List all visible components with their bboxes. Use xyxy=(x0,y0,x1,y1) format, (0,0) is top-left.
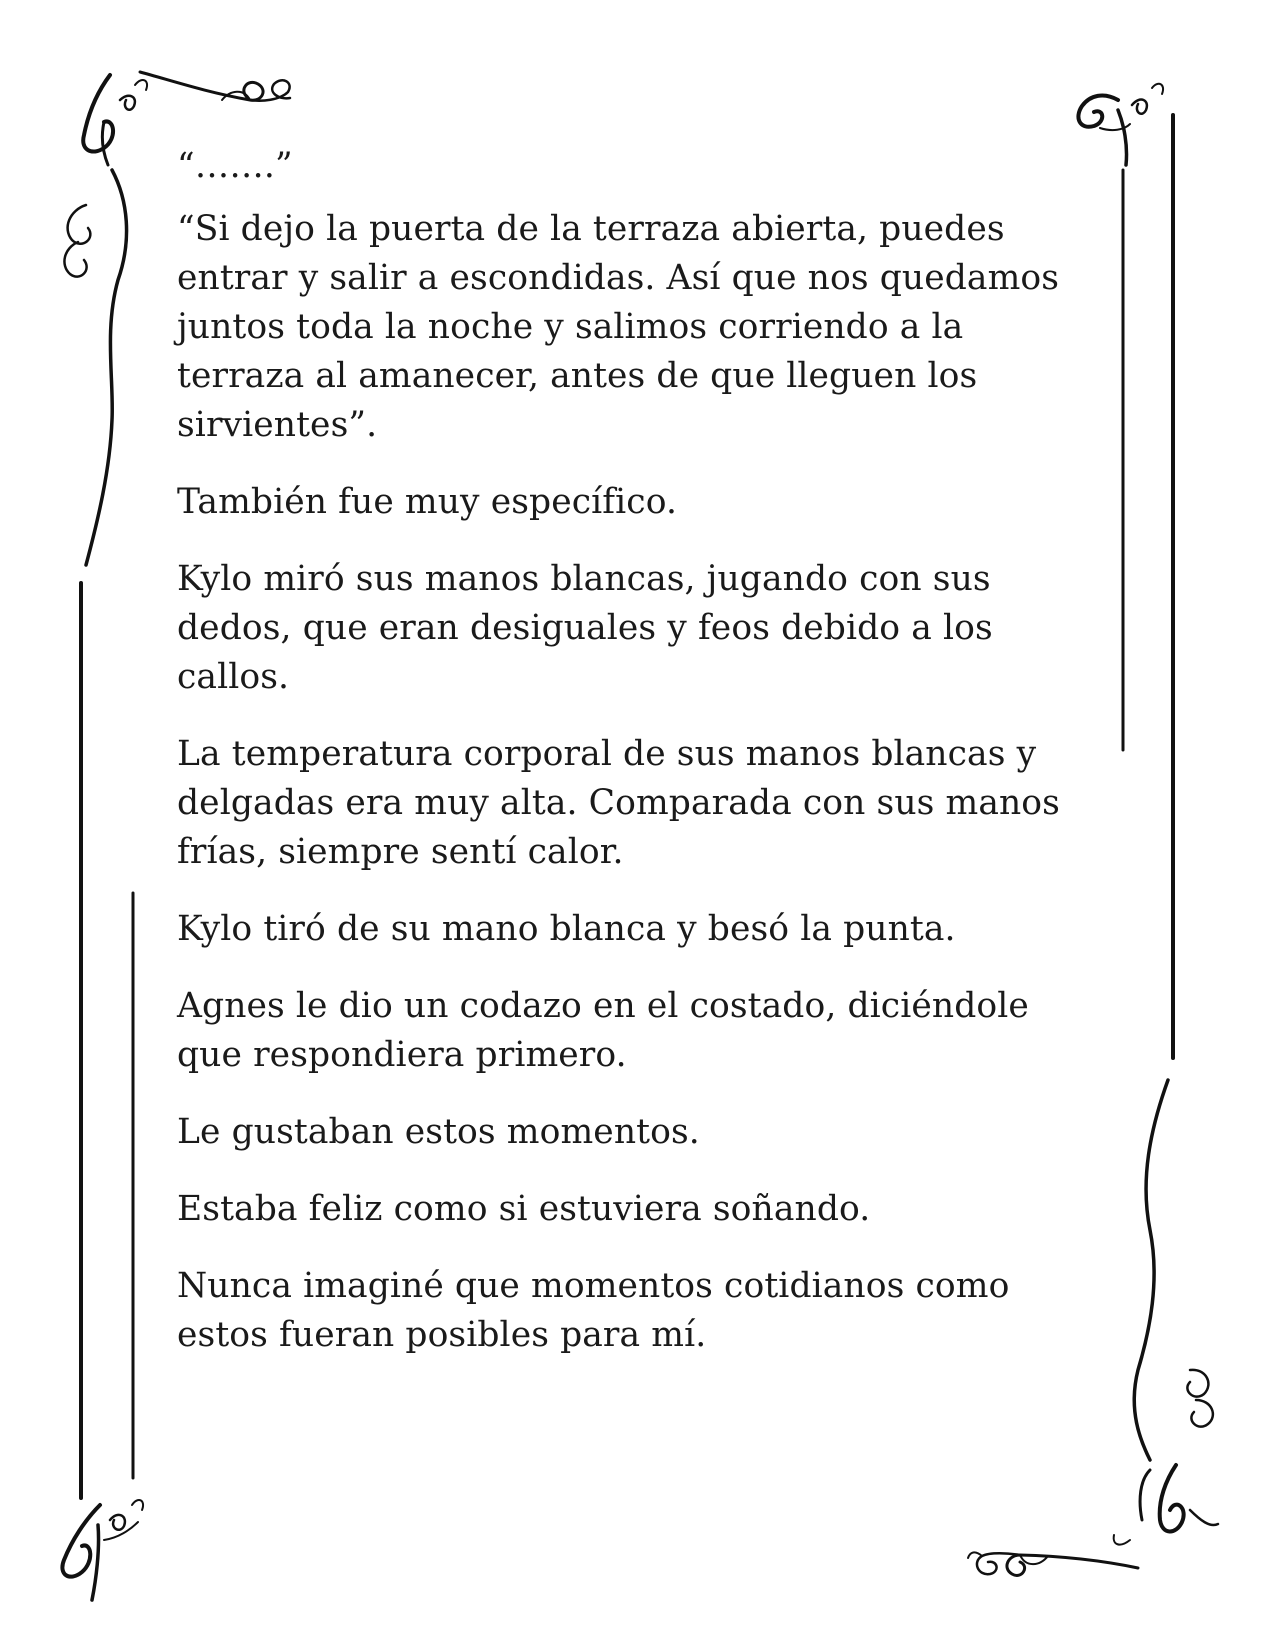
paragraph-8: Le gustaban estos momentos. xyxy=(177,1112,700,1152)
paragraph-1: “…….” xyxy=(177,146,293,186)
paragraph-3: También fue muy específico. xyxy=(177,482,678,522)
story-text xyxy=(177,142,1097,1388)
paragraph-4: Kylo miró sus manos blancas, jugando con sus dedos, que eran desiguales y feos debido a los callos. xyxy=(177,559,993,697)
paragraph-10: Nunca imaginé que momentos cotidianos como estos fueran posibles para mí. xyxy=(177,1266,1010,1355)
bottom-left-flourish-icon xyxy=(62,1500,143,1600)
paragraph-5: La temperatura corporal de sus manos blancas y delgadas era muy alta. Comparada con sus manos frías, siempre sentí calor. xyxy=(177,734,1060,872)
paragraph-9: Estaba feliz como si estuviera soñando. xyxy=(177,1189,871,1229)
paragraph-7: Agnes le dio un codazo en el costado, diciéndole que respondiera primero. xyxy=(177,986,1029,1075)
paragraph-2: “Si dejo la puerta de la terraza abierta, puedes entrar y salir a escondidas. Así que nos quedamos juntos toda la noche y salimos corriendo a la terraza al amanecer, antes de que lleguen los sirvientes”. xyxy=(177,209,1060,445)
paragraph-6: Kylo tiró de su mano blanca y besó la punta. xyxy=(177,909,956,949)
